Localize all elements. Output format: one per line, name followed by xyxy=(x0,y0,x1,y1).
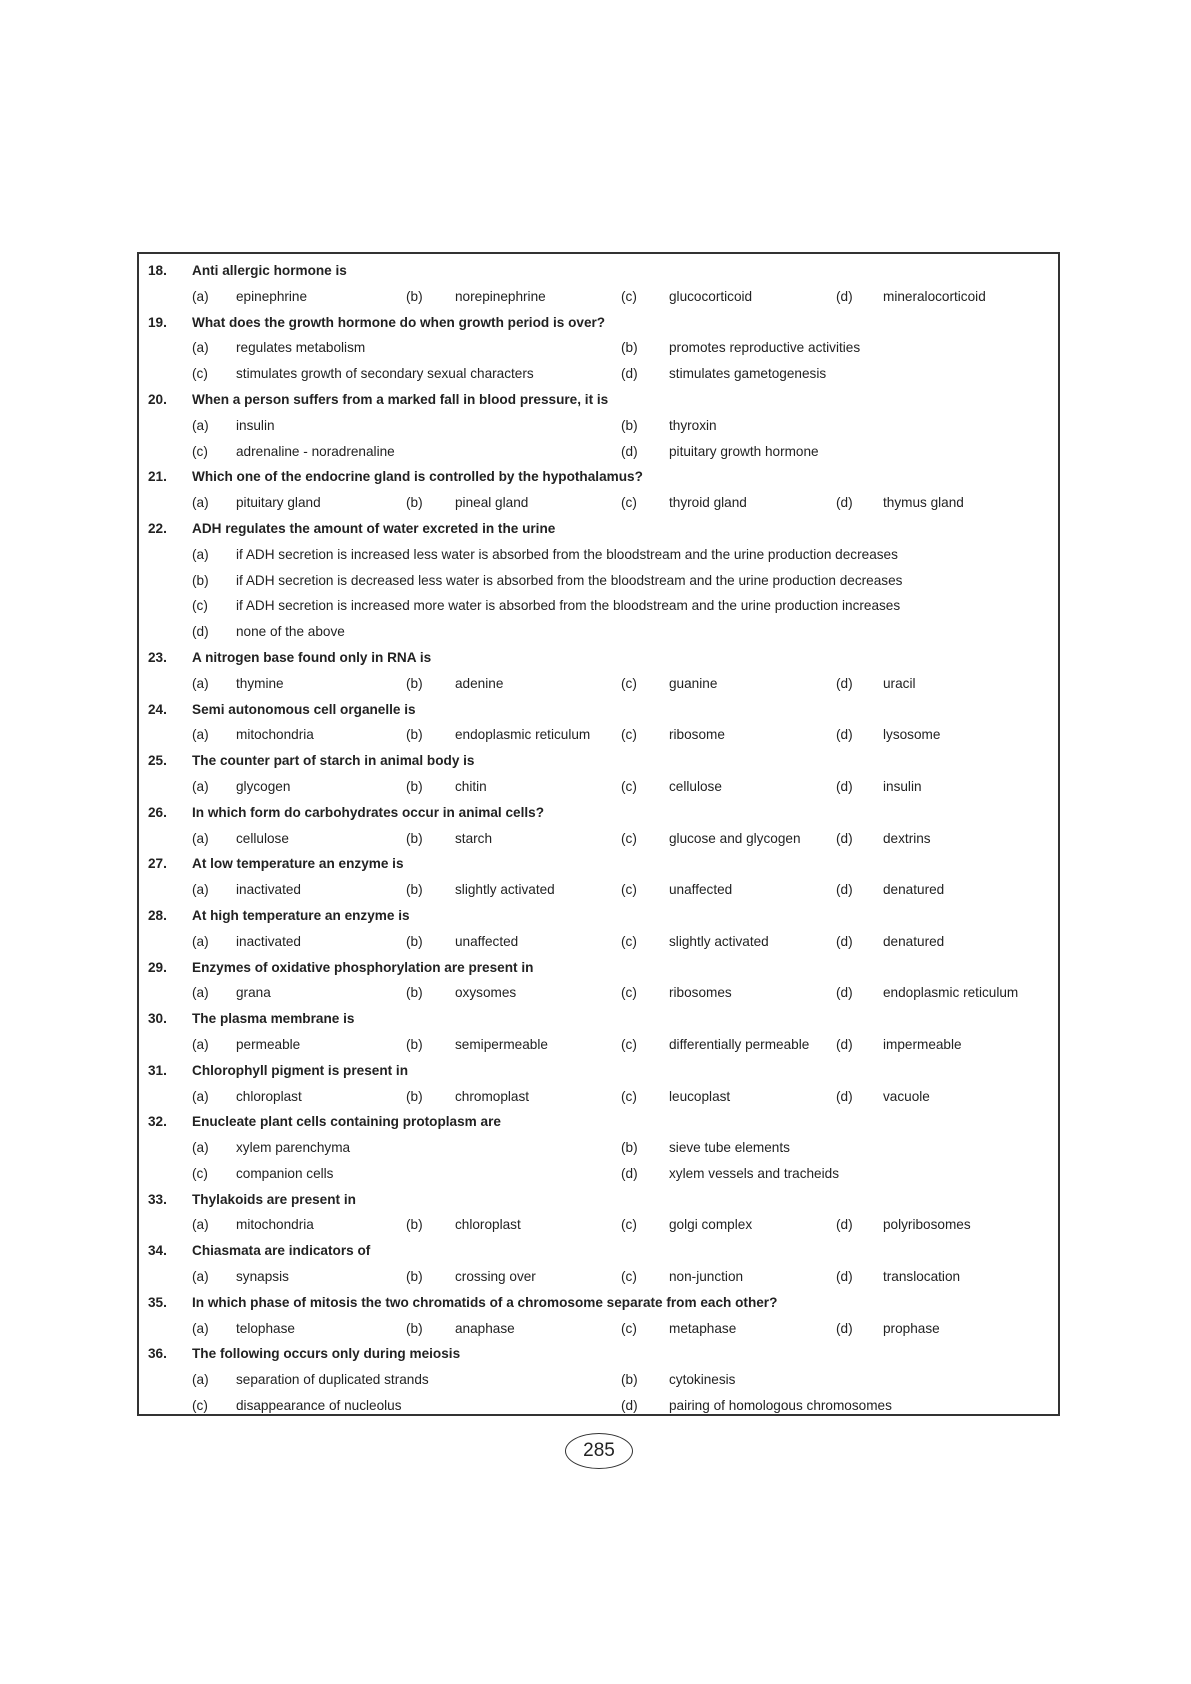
option-text: epinephrine xyxy=(236,288,308,304)
option-label: (b) xyxy=(192,572,209,588)
question-text: Chlorophyll pigment is present in xyxy=(192,1062,409,1078)
option-label: (d) xyxy=(836,985,853,1001)
question-number: 22. xyxy=(148,520,167,536)
question-text: When a person suffers from a marked fall in blood pressure, it is xyxy=(192,391,609,407)
option-label: (a) xyxy=(192,1036,209,1052)
page-number: 285 xyxy=(565,1433,633,1469)
question-text: Anti allergic hormone is xyxy=(192,263,347,278)
options-row xyxy=(139,619,1058,645)
question-number: 25. xyxy=(148,753,167,769)
question-number: 35. xyxy=(148,1294,167,1310)
question-number: 21. xyxy=(148,469,167,485)
option-text: glucose and glycogen xyxy=(669,830,801,846)
option-label: (a) xyxy=(192,778,209,794)
option-label: (a) xyxy=(192,546,209,562)
option-label: (d) xyxy=(621,1398,638,1414)
option-label: (b) xyxy=(406,1269,423,1285)
options-row xyxy=(139,1161,1058,1187)
option-text: prophase xyxy=(883,1320,940,1336)
option-text: cytokinesis xyxy=(669,1372,736,1388)
option-label: (a) xyxy=(192,675,209,691)
option-text: chromoplast xyxy=(455,1088,530,1104)
question-text: At high temperature an enzyme is xyxy=(192,907,410,923)
options-row xyxy=(139,1367,1058,1393)
question-text: Enucleate plant cells containing protoplasm are xyxy=(192,1114,501,1130)
option-label: (b) xyxy=(406,1217,423,1233)
question-row xyxy=(139,1238,1058,1264)
question-number: 20. xyxy=(148,391,167,407)
option-text: guanine xyxy=(669,675,718,691)
option-text: cellulose xyxy=(669,778,722,794)
option-text: denatured xyxy=(883,882,945,898)
question-number: 28. xyxy=(148,907,167,923)
option-label: (c) xyxy=(192,1165,208,1181)
option-text: pineal gland xyxy=(455,495,529,511)
question-number: 19. xyxy=(148,314,167,330)
question-text: Semi autonomous cell organelle is xyxy=(192,701,416,717)
option-text: insulin xyxy=(236,417,275,433)
question-row xyxy=(139,258,1058,284)
option-text: adenine xyxy=(455,675,504,691)
option-text: pituitary gland xyxy=(236,495,321,511)
option-label: (d) xyxy=(836,1320,853,1336)
options-row xyxy=(139,490,1058,516)
option-text: adrenaline - noradrenaline xyxy=(236,443,395,459)
option-text: if ADH secretion is decreased less water is absorbed from the bloodstream and the urine production decreases xyxy=(236,572,903,588)
options-row xyxy=(139,1135,1058,1161)
option-text: xylem vessels and tracheids xyxy=(669,1165,839,1181)
option-text: vacuole xyxy=(883,1088,930,1104)
option-label: (a) xyxy=(192,288,209,304)
option-label: (a) xyxy=(192,985,209,1001)
option-label: (b) xyxy=(406,495,423,511)
option-text: anaphase xyxy=(455,1320,515,1336)
option-label: (a) xyxy=(192,933,209,949)
question-number: 29. xyxy=(148,959,167,975)
option-text: unaffected xyxy=(455,933,519,949)
option-label: (d) xyxy=(621,1165,638,1181)
option-label: (d) xyxy=(836,830,853,846)
option-text: regulates metabolism xyxy=(236,340,366,356)
question-text: A nitrogen base found only in RNA is xyxy=(192,649,432,665)
option-label: (b) xyxy=(406,288,423,304)
option-text: ribosome xyxy=(669,727,725,743)
option-label: (b) xyxy=(406,675,423,691)
question-number: 26. xyxy=(148,804,167,820)
question-number: 30. xyxy=(148,1011,167,1027)
option-label: (b) xyxy=(621,1140,638,1156)
option-text: uracil xyxy=(883,675,916,691)
option-label: (c) xyxy=(192,598,208,614)
option-text: pairing of homologous chromosomes xyxy=(669,1398,892,1414)
question-text: The counter part of starch in animal body is xyxy=(192,753,475,769)
option-text: promotes reproductive activities xyxy=(669,340,861,356)
question-number: 18. xyxy=(148,263,167,278)
option-text: thymus gland xyxy=(883,495,964,511)
question-row xyxy=(139,1290,1058,1316)
option-label: (c) xyxy=(621,675,637,691)
option-text: impermeable xyxy=(883,1036,962,1052)
options-row xyxy=(139,722,1058,748)
option-text: glycogen xyxy=(236,778,291,794)
question-text: In which phase of mitosis the two chromatids of a chromosome separate from each other? xyxy=(192,1294,778,1310)
option-label: (d) xyxy=(836,727,853,743)
question-text: Chiasmata are indicators of xyxy=(192,1243,371,1259)
option-label: (c) xyxy=(192,1398,208,1414)
option-text: thymine xyxy=(236,675,284,691)
question-number: 27. xyxy=(148,856,167,872)
options-row xyxy=(139,1084,1058,1110)
question-row xyxy=(139,310,1058,336)
option-text: synapsis xyxy=(236,1269,289,1285)
question-row xyxy=(139,1006,1058,1032)
option-text: thyroxin xyxy=(669,417,717,433)
option-label: (c) xyxy=(621,830,637,846)
option-label: (c) xyxy=(621,288,637,304)
option-text: ribosomes xyxy=(669,985,732,1001)
option-text: differentially permeable xyxy=(669,1036,810,1052)
option-text: metaphase xyxy=(669,1320,737,1336)
option-label: (a) xyxy=(192,882,209,898)
option-label: (d) xyxy=(836,1217,853,1233)
question-text: Thylakoids are present in xyxy=(192,1191,356,1207)
option-label: (d) xyxy=(836,495,853,511)
question-row xyxy=(139,851,1058,877)
option-text: chloroplast xyxy=(455,1217,521,1233)
option-text: companion cells xyxy=(236,1165,334,1181)
option-label: (a) xyxy=(192,417,209,433)
option-text: sieve tube elements xyxy=(669,1140,790,1156)
option-label: (c) xyxy=(621,933,637,949)
question-row xyxy=(139,748,1058,774)
option-text: oxysomes xyxy=(455,985,517,1001)
option-label: (c) xyxy=(192,366,208,382)
option-text: semipermeable xyxy=(455,1036,548,1052)
question-text: Which one of the endocrine gland is controlled by the hypothalamus? xyxy=(192,469,643,485)
option-text: translocation xyxy=(883,1269,961,1285)
option-label: (d) xyxy=(192,624,209,640)
option-label: (c) xyxy=(621,1088,637,1104)
option-label: (a) xyxy=(192,495,209,511)
option-text: insulin xyxy=(883,778,922,794)
option-text: leucoplast xyxy=(669,1088,731,1104)
option-label: (a) xyxy=(192,1217,209,1233)
question-text: What does the growth hormone do when growth period is over? xyxy=(192,314,606,330)
option-label: (d) xyxy=(836,288,853,304)
option-label: (b) xyxy=(406,882,423,898)
question-number: 32. xyxy=(148,1114,167,1130)
question-row xyxy=(139,697,1058,723)
option-text: non-junction xyxy=(669,1269,744,1285)
question-row xyxy=(139,903,1058,929)
options-row xyxy=(139,671,1058,697)
option-label: (b) xyxy=(406,985,423,1001)
option-label: (b) xyxy=(406,1088,423,1104)
option-label: (c) xyxy=(621,1269,637,1285)
options-row xyxy=(139,1212,1058,1238)
option-text: none of the above xyxy=(236,624,345,640)
options-row xyxy=(139,361,1058,387)
option-text: chloroplast xyxy=(236,1088,302,1104)
question-row xyxy=(139,464,1058,490)
option-label: (c) xyxy=(192,443,208,459)
option-label: (d) xyxy=(836,1269,853,1285)
option-text: stimulates gametogenesis xyxy=(669,366,827,382)
options-row xyxy=(139,877,1058,903)
options-row xyxy=(139,593,1058,619)
option-text: denatured xyxy=(883,933,945,949)
option-text: inactivated xyxy=(236,933,301,949)
option-label: (a) xyxy=(192,1320,209,1336)
options-row xyxy=(139,1264,1058,1290)
option-text: glucocorticoid xyxy=(669,288,753,304)
options-row xyxy=(139,980,1058,1006)
option-text: pituitary growth hormone xyxy=(669,443,819,459)
option-label: (c) xyxy=(621,495,637,511)
option-label: (c) xyxy=(621,727,637,743)
option-text: telophase xyxy=(236,1320,295,1336)
option-text: mitochondria xyxy=(236,1217,314,1233)
question-row xyxy=(139,1187,1058,1213)
option-text: lysosome xyxy=(883,727,941,743)
question-text: Enzymes of oxidative phosphorylation are present in xyxy=(192,959,534,975)
option-label: (d) xyxy=(836,933,853,949)
option-text: crossing over xyxy=(455,1269,536,1285)
option-label: (c) xyxy=(621,1320,637,1336)
options-row xyxy=(139,1316,1058,1342)
question-row xyxy=(139,516,1058,542)
option-text: stimulates growth of secondary sexual characters xyxy=(236,366,534,382)
question-number: 24. xyxy=(148,701,167,717)
options-row xyxy=(139,774,1058,800)
option-text: slightly activated xyxy=(455,882,555,898)
option-text: inactivated xyxy=(236,882,301,898)
options-row xyxy=(139,1393,1058,1419)
option-label: (d) xyxy=(836,778,853,794)
option-text: unaffected xyxy=(669,882,733,898)
option-label: (a) xyxy=(192,830,209,846)
option-label: (b) xyxy=(621,340,638,356)
question-text: ADH regulates the amount of water excreted in the urine xyxy=(192,520,556,536)
option-text: mitochondria xyxy=(236,727,314,743)
question-row xyxy=(139,1058,1058,1084)
option-label: (b) xyxy=(406,1320,423,1336)
option-label: (b) xyxy=(406,727,423,743)
options-row xyxy=(139,826,1058,852)
option-label: (d) xyxy=(836,1036,853,1052)
question-row xyxy=(139,1109,1058,1135)
option-label: (b) xyxy=(406,1036,423,1052)
option-label: (a) xyxy=(192,1088,209,1104)
question-number: 34. xyxy=(148,1243,167,1259)
option-text: if ADH secretion is increased more water is absorbed from the bloodstream and the urine production increases xyxy=(236,598,901,614)
option-text: chitin xyxy=(455,778,487,794)
option-label: (c) xyxy=(621,1217,637,1233)
option-text: xylem parenchyma xyxy=(236,1140,351,1156)
options-row xyxy=(139,335,1058,361)
option-label: (c) xyxy=(621,1036,637,1052)
option-text: mineralocorticoid xyxy=(883,288,986,304)
question-number: 31. xyxy=(148,1062,167,1078)
option-text: slightly activated xyxy=(669,933,769,949)
options-row xyxy=(139,413,1058,439)
options-row xyxy=(139,542,1058,568)
question-text: At low temperature an enzyme is xyxy=(192,856,404,872)
question-row xyxy=(139,387,1058,413)
option-label: (d) xyxy=(621,443,638,459)
option-label: (d) xyxy=(836,882,853,898)
question-text: The plasma membrane is xyxy=(192,1011,355,1027)
option-text: thyroid gland xyxy=(669,495,747,511)
option-text: endoplasmic reticulum xyxy=(455,727,591,743)
question-number: 33. xyxy=(148,1191,167,1207)
option-label: (d) xyxy=(836,675,853,691)
options-row xyxy=(139,568,1058,594)
option-label: (b) xyxy=(406,830,423,846)
option-text: disappearance of nucleolus xyxy=(236,1398,402,1414)
question-number: 23. xyxy=(148,649,167,665)
options-row xyxy=(139,439,1058,465)
question-text: The following occurs only during meiosis xyxy=(192,1346,461,1362)
option-text: separation of duplicated strands xyxy=(236,1372,429,1388)
option-label: (b) xyxy=(621,1372,638,1388)
option-label: (c) xyxy=(621,882,637,898)
option-text: norepinephrine xyxy=(455,288,546,304)
option-label: (a) xyxy=(192,727,209,743)
option-label: (b) xyxy=(406,778,423,794)
question-row xyxy=(139,1341,1058,1367)
option-text: polyribosomes xyxy=(883,1217,971,1233)
question-row xyxy=(139,645,1058,671)
question-list xyxy=(137,252,1060,1416)
options-row xyxy=(139,284,1058,310)
question-text: In which form do carbohydrates occur in animal cells? xyxy=(192,804,545,820)
option-label: (a) xyxy=(192,1269,209,1285)
options-row xyxy=(139,929,1058,955)
option-text: starch xyxy=(455,830,493,846)
option-label: (a) xyxy=(192,1140,209,1156)
option-label: (c) xyxy=(621,985,637,1001)
question-row xyxy=(139,800,1058,826)
option-text: dextrins xyxy=(883,830,931,846)
question-row xyxy=(139,955,1058,981)
option-text: grana xyxy=(236,985,271,1001)
option-text: endoplasmic reticulum xyxy=(883,985,1019,1001)
option-text: if ADH secretion is increased less water is absorbed from the bloodstream and the urine production decreases xyxy=(236,546,898,562)
option-label: (a) xyxy=(192,1372,209,1388)
option-text: golgi complex xyxy=(669,1217,753,1233)
question-number: 36. xyxy=(148,1346,167,1362)
option-label: (b) xyxy=(621,417,638,433)
option-text: permeable xyxy=(236,1036,301,1052)
option-label: (a) xyxy=(192,340,209,356)
options-row xyxy=(139,1032,1058,1058)
option-text: cellulose xyxy=(236,830,289,846)
option-label: (b) xyxy=(406,933,423,949)
option-label: (d) xyxy=(621,366,638,382)
option-label: (d) xyxy=(836,1088,853,1104)
option-label: (c) xyxy=(621,778,637,794)
